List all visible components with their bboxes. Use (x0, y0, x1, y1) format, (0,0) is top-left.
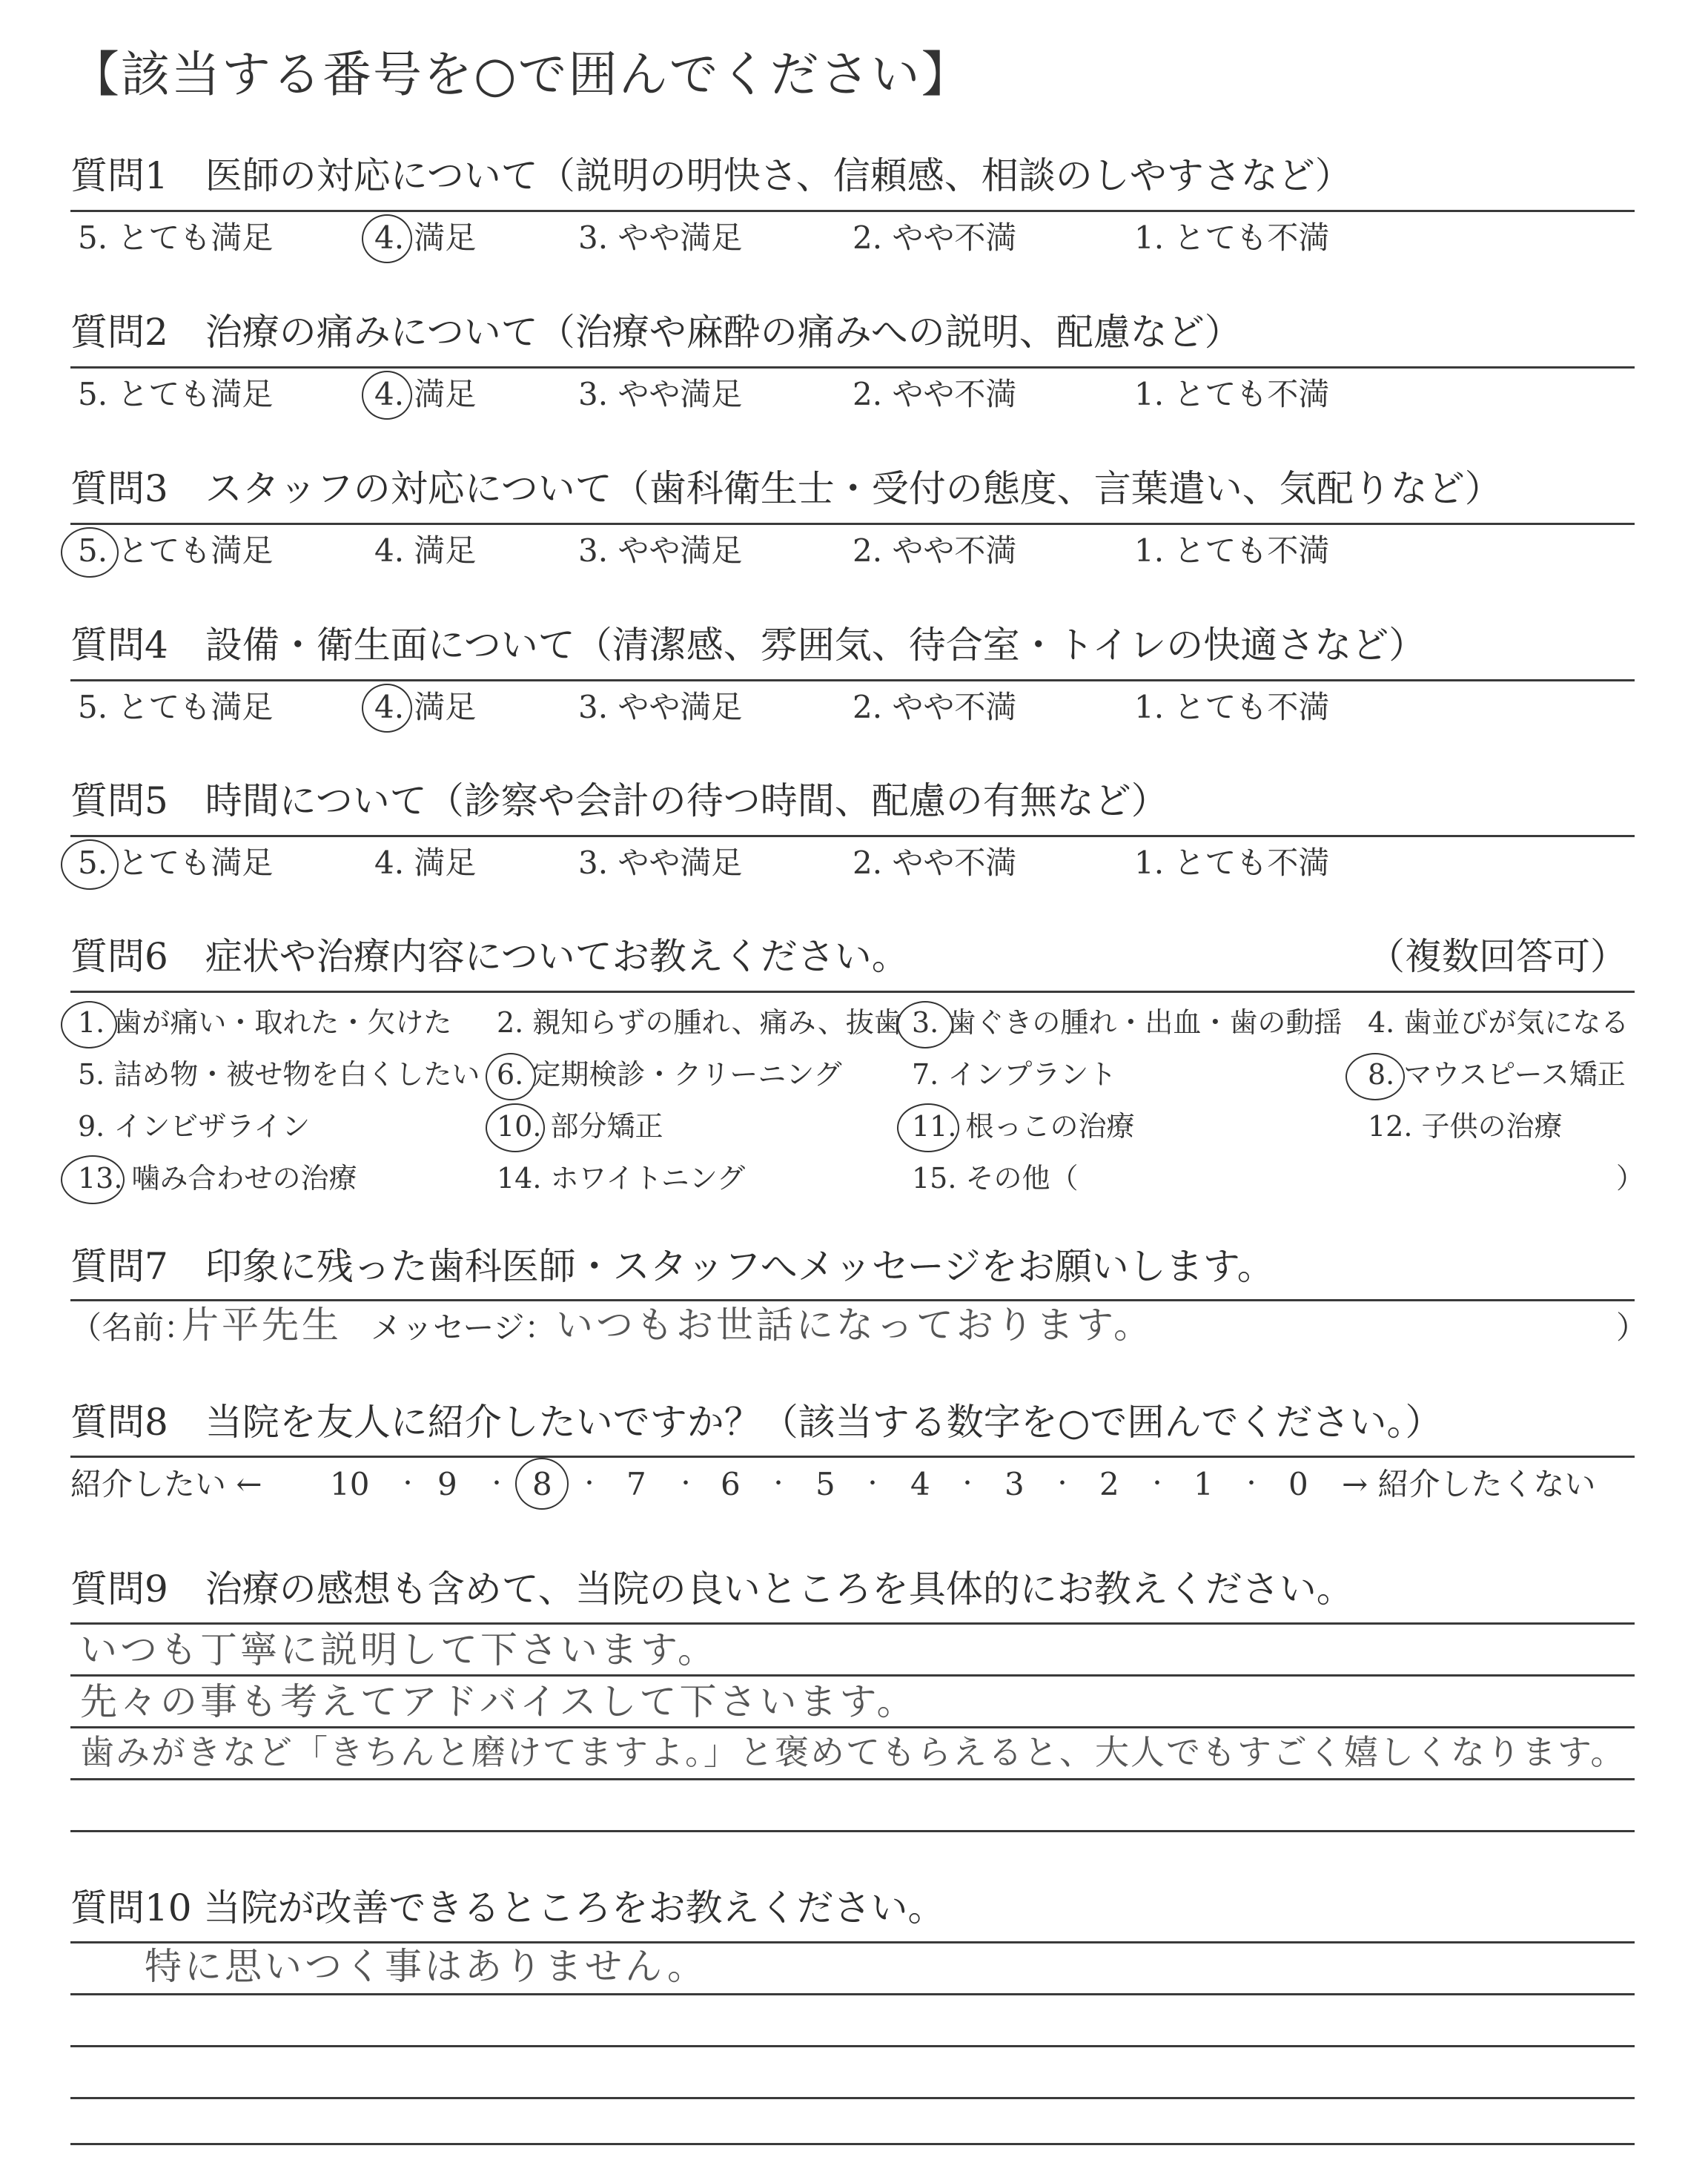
q8-scale-2[interactable]: 2 (1099, 1466, 1119, 1502)
q3-rule (70, 523, 1635, 525)
q10-answer-line-1: 特に思いつく事はありません。 (145, 1945, 707, 1988)
q3-option-2[interactable]: 2. やや不満 (853, 532, 1017, 569)
q1-option-1[interactable]: 1. とても不満 (1134, 219, 1330, 256)
q1-option-2[interactable]: 2. やや不満 (853, 219, 1017, 256)
q8-dot: ・ (1051, 1471, 1073, 1497)
q6-option-12[interactable]: 12. 子供の治療 (1368, 1110, 1563, 1143)
q8-dot: ・ (956, 1471, 979, 1497)
q8-scale-6[interactable]: 6 (721, 1466, 741, 1502)
q1-rule (70, 210, 1635, 212)
q3-option-5[interactable]: 5. とても満足 (78, 532, 274, 569)
q8-scale-10[interactable]: 10 (330, 1466, 370, 1502)
q9-answer-line-2: 先々の事も考えてアドバイスして下さいます。 (80, 1680, 917, 1723)
q6-option-10[interactable]: 10. 部分矯正 (497, 1110, 663, 1143)
q6-option-5[interactable]: 5. 詰め物・被せ物を白くしたい (78, 1058, 480, 1091)
q8-title: 質問8 当院を友人に紹介したいですか？（該当する数字を○で囲んでください。） (70, 1401, 1443, 1444)
q4-title: 質問4 設備・衛生面について（清潔感、雰囲気、待合室・トイレの快適さなど） (70, 624, 1426, 667)
q2-selection-circle (362, 371, 412, 420)
q5-option-4[interactable]: 4. 満足 (374, 845, 477, 881)
q2-option-3[interactable]: 3. やや満足 (578, 376, 743, 412)
q10-rule-4 (70, 2097, 1635, 2099)
q4-rule (70, 679, 1635, 681)
q2-option-2[interactable]: 2. やや不満 (853, 376, 1017, 412)
q7-message-value[interactable]: いつもお世話になっております。 (556, 1304, 1153, 1347)
q9-answer-line-1: いつも丁寧に説明して下さいます。 (80, 1628, 718, 1671)
q3-option-1[interactable]: 1. とても不満 (1134, 532, 1330, 569)
q8-dot: ・ (861, 1471, 884, 1497)
q8-scale-8[interactable]: 8 (532, 1466, 552, 1502)
q6-multi-answer-note: （複数回答可） (1368, 935, 1627, 978)
q5-title: 質問5 時間について（診察や会計の待つ時間、配慮の有無など） (70, 779, 1168, 822)
q8-dot: ・ (1146, 1471, 1168, 1497)
q6-selection-circle-1 (61, 1001, 117, 1048)
q8-dot: ・ (578, 1471, 600, 1497)
q5-rule (70, 835, 1635, 837)
q10-title: 質問10 当院が改善できるところをお教えください。 (70, 1886, 945, 1929)
q10-rule-3 (70, 2045, 1635, 2047)
q6-option-3[interactable]: 3. 歯ぐきの腫れ・出血・歯の動揺 (912, 1006, 1343, 1039)
q6-option-6[interactable]: 6. 定期検診・クリーニング (497, 1058, 842, 1091)
q6-selection-circle-13 (61, 1155, 125, 1204)
q7-rule (70, 1299, 1635, 1301)
q9-rule-2 (70, 1674, 1635, 1677)
q4-selection-circle (362, 684, 412, 733)
q2-rule (70, 366, 1635, 369)
q8-selection-circle (515, 1458, 569, 1510)
q3-option-3[interactable]: 3. やや満足 (578, 532, 743, 569)
q1-title: 質問1 医師の対応について（説明の明快さ、信頼感、相談のしやすさなど） (70, 154, 1352, 197)
q1-option-4[interactable]: 4. 満足 (374, 219, 477, 256)
q9-rule-1 (70, 1622, 1635, 1625)
q8-left-label: 紹介したい ← (70, 1466, 262, 1502)
q6-option-14[interactable]: 14. ホワイトニング (497, 1162, 746, 1195)
q1-option-3[interactable]: 3. やや満足 (578, 219, 743, 256)
q5-selection-circle (61, 839, 119, 890)
q1-option-5[interactable]: 5. とても満足 (78, 219, 274, 256)
q8-dot: ・ (486, 1471, 508, 1497)
q4-option-3[interactable]: 3. やや満足 (578, 689, 743, 725)
q6-selection-circle-10 (486, 1103, 545, 1152)
q6-selection-circle-8 (1345, 1053, 1405, 1100)
q8-scale-9[interactable]: 9 (437, 1466, 457, 1502)
q6-selection-circle-3 (897, 1001, 953, 1048)
q9-rule-3 (70, 1726, 1635, 1728)
q6-option-15[interactable]: 15. その他（ (912, 1162, 1079, 1195)
q7-title: 質問7 印象に残った歯科医師・スタッフへメッセージをお願いします。 (70, 1245, 1274, 1288)
q6-option-2[interactable]: 2. 親知らずの腫れ、痛み、抜歯 (497, 1006, 902, 1039)
q8-dot: ・ (397, 1471, 419, 1497)
q7-close-paren: ） (1616, 1309, 1648, 1346)
q10-rule-2 (70, 1993, 1635, 1995)
q8-dot: ・ (1240, 1471, 1262, 1497)
q5-option-2[interactable]: 2. やや不満 (853, 845, 1017, 881)
q9-rule-4 (70, 1778, 1635, 1780)
q5-option-5[interactable]: 5. とても満足 (78, 845, 274, 881)
q8-scale-4[interactable]: 4 (910, 1466, 930, 1502)
q10-rule-1 (70, 1941, 1635, 1943)
page-header: 【該当する番号を○で囲んでください】 (70, 46, 972, 103)
q3-title: 質問3 スタッフの対応について（歯科衛生士・受付の態度、言葉遣い、気配りなど） (70, 467, 1502, 510)
q6-option-4[interactable]: 4. 歯並びが気になる (1368, 1006, 1629, 1039)
q8-scale-7[interactable]: 7 (626, 1466, 646, 1502)
q8-right-label: → 紹介したくない (1342, 1466, 1596, 1502)
q6-option-15-close: ） (1616, 1162, 1645, 1195)
q8-scale-0[interactable]: 0 (1288, 1466, 1308, 1502)
q2-option-1[interactable]: 1. とても不満 (1134, 376, 1330, 412)
q1-selection-circle (362, 214, 412, 263)
q7-name-label: （名前： (70, 1309, 196, 1346)
q6-rule (70, 991, 1635, 993)
q4-option-5[interactable]: 5. とても満足 (78, 689, 274, 725)
q6-option-13[interactable]: 13. 噛み合わせの治療 (78, 1162, 357, 1195)
q6-option-7[interactable]: 7. インプラント (912, 1058, 1117, 1091)
q8-dot: ・ (767, 1471, 790, 1497)
q6-selection-circle-11 (897, 1103, 959, 1152)
q8-scale-3[interactable]: 3 (1004, 1466, 1025, 1502)
q3-selection-circle (61, 527, 119, 578)
q4-option-1[interactable]: 1. とても不満 (1134, 689, 1330, 725)
q7-message-label: メッセージ： (371, 1309, 556, 1346)
q2-option-4[interactable]: 4. 満足 (374, 376, 477, 412)
q9-rule-5 (70, 1830, 1635, 1832)
q6-option-9[interactable]: 9. インビザライン (78, 1110, 311, 1143)
q7-name-value[interactable]: 片平先生 (182, 1304, 342, 1347)
q8-scale-5[interactable]: 5 (815, 1466, 835, 1502)
q4-option-4[interactable]: 4. 満足 (374, 689, 477, 725)
q4-option-2[interactable]: 2. やや不満 (853, 689, 1017, 725)
q9-answer-line-3: 歯みがきなど「きちんと磨けてますよ。」と褒めてもらえると、大人でもすごく嬉しくなります。 (80, 1732, 1626, 1772)
q6-title: 質問6 症状や治療内容についてお教えください。 (70, 935, 909, 978)
q5-option-1[interactable]: 1. とても不満 (1134, 845, 1330, 881)
q6-option-8[interactable]: 8. マウスピース矯正 (1368, 1058, 1626, 1091)
q6-selection-circle-6 (486, 1053, 536, 1100)
q2-option-5[interactable]: 5. とても満足 (78, 376, 274, 412)
q2-title: 質問2 治療の痛みについて（治療や麻酔の痛みへの説明、配慮など） (70, 311, 1242, 354)
q6-option-1[interactable]: 1. 歯が痛い・取れた・欠けた (78, 1006, 452, 1039)
q5-option-3[interactable]: 3. やや満足 (578, 845, 743, 881)
q6-option-11[interactable]: 11. 根っこの治療 (912, 1110, 1135, 1143)
q10-rule-5 (70, 2143, 1635, 2145)
q3-option-4[interactable]: 4. 満足 (374, 532, 477, 569)
q8-rule (70, 1456, 1635, 1458)
q8-scale-1[interactable]: 1 (1194, 1466, 1214, 1502)
q8-dot: ・ (675, 1471, 697, 1497)
q9-title: 質問9 治療の感想も含めて、当院の良いところを具体的にお教えください。 (70, 1568, 1354, 1611)
